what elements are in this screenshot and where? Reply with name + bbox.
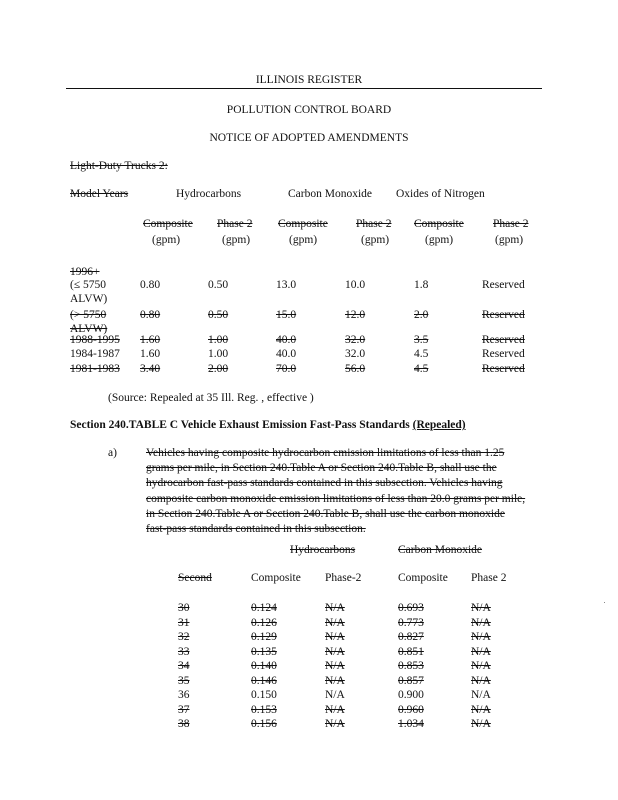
fp-hc-composite: 0.129	[251, 631, 277, 643]
notice-title: NOTICE OF ADOPTED AMENDMENTS	[209, 132, 409, 144]
fp-hc-phase2: N/A	[325, 616, 345, 629]
col-model-years: Model Years	[70, 188, 129, 200]
fp-hc-phase2: N/A	[325, 602, 345, 614]
trucks-table-title: Light-Duty Trucks 2:	[70, 160, 168, 172]
trucks-cell: 2.0	[414, 309, 429, 321]
fp-second: 30	[178, 602, 190, 614]
trucks-cell: 1.8	[414, 279, 429, 291]
fp-hc-composite: 0.126	[251, 616, 277, 629]
trucks-row-label-cont: ALVW)	[70, 323, 108, 335]
trucks-cell: 15.0	[276, 309, 297, 321]
trucks-cell: 1.60	[140, 334, 161, 346]
trucks-subhead: Phase 2	[217, 218, 253, 230]
trucks-cell: 0.80	[140, 279, 161, 291]
fp-hc-composite: 0.156	[251, 718, 277, 730]
fp-second: 32	[178, 631, 190, 643]
fp-co-composite: 0.693	[398, 602, 424, 614]
fp-col-phase2-co: Phase 2	[471, 572, 507, 584]
fp-hc-composite: 0.153	[251, 703, 277, 716]
trucks-unit: (gpm)	[425, 234, 454, 246]
trucks-cell: 0.80	[140, 309, 161, 321]
fp-hc-phase2: N/A	[325, 660, 345, 672]
fp-second: 33	[178, 645, 190, 658]
para-line: fast-pass standards contained in this subsection.	[146, 523, 366, 536]
fp-co-phase2: N/A	[471, 660, 491, 672]
fp-co-composite: 0.857	[398, 674, 424, 687]
trucks-cell: 0.50	[208, 279, 229, 291]
trucks-unit: (gpm)	[222, 234, 251, 246]
para-line: composite carbon monoxide emission limitations of less than 20.0 grams per mile,	[146, 492, 526, 505]
trucks-subhead: Composite	[278, 218, 328, 230]
trucks-cell: Reserved	[482, 309, 525, 321]
fp-co-composite: 1.034	[398, 718, 424, 730]
trucks-cell: 2.00	[208, 363, 229, 375]
co-strike-overlay	[288, 188, 374, 202]
fp-co-composite: 0.827	[398, 631, 424, 643]
fp-co-phase2: N/A	[471, 674, 491, 687]
fp-co-composite: 0.960	[398, 703, 424, 716]
trucks-cell: 12.0	[345, 309, 366, 321]
trucks-cell: 1.00	[208, 348, 229, 360]
trucks-cell: 1.00	[208, 334, 229, 346]
para-line: in Section 240.Table A or Section 240.Table B, shall use the carbon monoxide	[146, 507, 505, 520]
fp-hc-phase2: N/A	[325, 703, 345, 716]
fp-col-second: Second	[178, 572, 212, 584]
trucks-unit: (gpm)	[495, 234, 524, 246]
trucks-cell: Reserved	[482, 348, 525, 360]
fp-hc-phase2: N/A	[325, 718, 345, 730]
trucks-row-label: 1981-1983	[70, 363, 120, 375]
fp-co-phase2: N/A	[471, 689, 491, 701]
section-heading	[70, 419, 466, 432]
trucks-cell: 3.5	[414, 334, 429, 346]
year-group-1996: 1996+	[70, 266, 100, 278]
fp-co-composite: 0.773	[398, 616, 424, 629]
fp-co-phase2: N/A	[471, 631, 491, 643]
fp-co-phase2: N/A	[471, 718, 491, 730]
trucks-unit: (gpm)	[361, 234, 390, 246]
trucks-cell: 4.5	[414, 363, 429, 375]
fp-co-phase2: N/A	[471, 616, 491, 629]
fp-co-phase2: N/A	[471, 602, 491, 614]
fp-second: 37	[178, 703, 190, 716]
para-line: hydrocarbon fast-pass standards contained in this subsection. Vehicles having	[146, 477, 503, 490]
trucks-cell: 1.60	[140, 348, 161, 360]
trucks-row-label: 1988-1995	[70, 334, 120, 346]
trucks-cell: 70.0	[276, 363, 297, 375]
trucks-cell: 56.0	[345, 363, 366, 375]
fp-col-phase2-hc: Phase-2	[325, 572, 362, 584]
trucks-subhead: Phase 2	[356, 218, 392, 230]
board-title: POLLUTION CONTROL BOARD	[226, 104, 392, 116]
para-line: grams per mile, in Section 240.Table A or Section 240.Table B, shall use the	[146, 462, 497, 475]
group-oxides-nitrogen: Oxides of Nitrogen	[396, 188, 485, 200]
fp-hc-composite: 0.140	[251, 660, 277, 672]
fp-col-composite-hc: Composite	[251, 572, 301, 584]
trucks-cell: Reserved	[482, 334, 525, 346]
trucks-cell: 32.0	[345, 348, 366, 360]
fp-second: 34	[178, 660, 190, 672]
fp-second: 35	[178, 674, 190, 687]
fp-hc-phase2: N/A	[325, 631, 345, 643]
section-heading-text: Section 240.TABLE C Vehicle Exhaust Emission Fast-Pass Standards	[70, 419, 410, 431]
trucks-subhead: Composite	[143, 218, 193, 230]
trucks-cell: 13.0	[276, 279, 297, 291]
item-label-a: a)	[108, 447, 117, 459]
scan-speck	[604, 602, 605, 603]
repealed-label: (Repealed)	[412, 419, 466, 431]
trucks-row-label-cont: ALVW)	[70, 293, 108, 305]
trucks-unit: (gpm)	[289, 234, 318, 246]
trucks-cell: 32.0	[345, 334, 366, 346]
trucks-unit: (gpm)	[152, 234, 181, 246]
fp-co-composite: 0.851	[398, 645, 424, 658]
trucks-cell: 40.0	[276, 348, 297, 360]
fp-hc-composite: 0.124	[251, 602, 277, 614]
trucks-row-label: (> 5750	[70, 309, 107, 321]
fp-hc-composite: 0.150	[251, 689, 277, 701]
fp-hc-composite: 0.135	[251, 645, 277, 658]
trucks-subhead: Composite	[414, 218, 464, 230]
fp-co-phase2: N/A	[471, 703, 491, 716]
fp-second: 38	[178, 718, 190, 730]
fp-second: 31	[178, 616, 190, 629]
trucks-row-label: 1984-1987	[70, 348, 120, 360]
trucks-row-label: (≤ 5750	[70, 279, 107, 291]
register-title: ILLINOIS REGISTER	[255, 74, 363, 86]
group-hydrocarbons: Hydrocarbons	[176, 188, 242, 200]
trucks-subhead: Phase 2	[493, 218, 529, 230]
fp-hc-phase2: N/A	[325, 689, 345, 701]
trucks-cell: 0.50	[208, 309, 229, 321]
section-paragraph	[146, 446, 542, 537]
group-carbon-monoxide: Carbon Monoxide	[288, 188, 373, 200]
fp-second: 36	[178, 689, 190, 701]
fp-hc-phase2: N/A	[325, 645, 345, 658]
fp-hc-phase2: N/A	[325, 674, 345, 687]
fp-group-carbon-monoxide: Carbon Monoxide	[398, 544, 483, 556]
source-note: (Source: Repealed at 35 Ill. Reg. , effective )	[108, 392, 314, 404]
para-line: Vehicles having composite hydrocarbon emission limitations of less than 1.25	[146, 447, 505, 459]
fp-co-composite: 0.853	[398, 660, 424, 672]
trucks-cell: Reserved	[482, 363, 525, 375]
fp-col-composite-co: Composite	[398, 572, 448, 584]
trucks-cell: 4.5	[414, 348, 429, 360]
trucks-cell: Reserved	[482, 279, 525, 291]
fp-group-hydrocarbons: Hydrocarbons	[290, 544, 356, 556]
trucks-cell: 3.40	[140, 363, 161, 375]
fp-co-phase2: N/A	[471, 645, 491, 658]
trucks-cell: 40.0	[276, 334, 297, 346]
fp-hc-composite: 0.146	[251, 674, 277, 687]
fp-co-composite: 0.900	[398, 689, 424, 701]
header-rule	[66, 88, 542, 89]
trucks-cell: 10.0	[345, 279, 366, 291]
